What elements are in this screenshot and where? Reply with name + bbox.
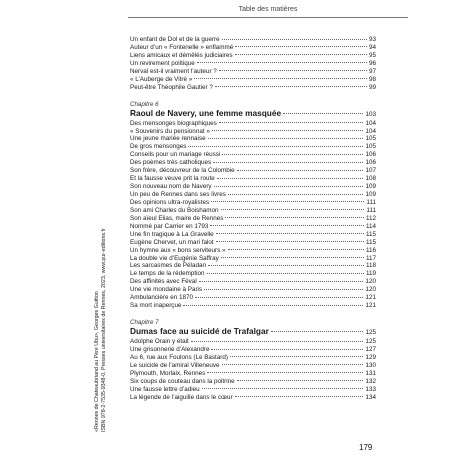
toc-entry-title: Son ami Charles du Boishamon — [130, 206, 219, 214]
toc-entry-page: 129 — [365, 353, 376, 361]
toc-entry[interactable] — [130, 223, 376, 231]
toc-entry-page: 130 — [365, 361, 376, 369]
toc-entry-page: 121 — [365, 294, 376, 302]
toc-entry-title: Une fausse lettre d’adieu — [130, 385, 200, 393]
toc-entry-page: 133 — [365, 385, 376, 393]
leader-dots — [225, 217, 363, 218]
leader-dots — [183, 305, 363, 306]
toc-entry[interactable] — [130, 143, 376, 151]
toc-group-1 — [130, 36, 376, 92]
toc-entry-page: 106 — [365, 159, 376, 167]
leader-dots — [235, 54, 367, 55]
toc-entry-title: Son nouveau nom de Navery — [130, 183, 212, 191]
leader-dots — [194, 78, 367, 79]
toc-entry-title: Sa mort inaperçue — [130, 302, 182, 310]
chapter-7-label: Chapitre 7 — [130, 319, 159, 327]
toc-entry[interactable] — [130, 354, 376, 362]
toc-entry-title: Son aïeul Elias, maire de Rennes — [130, 214, 224, 222]
toc-entry[interactable] — [130, 36, 376, 44]
toc-entry-page: 97 — [368, 67, 376, 75]
toc-entry-title: « L’Auberge de Vitré » — [130, 75, 193, 83]
toc-entry[interactable] — [130, 76, 376, 84]
toc-entry[interactable] — [130, 278, 376, 286]
toc-entry-page: 127 — [365, 346, 376, 353]
chapter-6-title-row[interactable] — [130, 108, 376, 120]
leader-dots — [215, 86, 367, 87]
chapter-6-title: Raoul de Navery, une femme masquée — [130, 107, 282, 118]
toc-entry-title: Au 6, rue aux Foulons (Le Bastard) — [130, 353, 229, 361]
toc-entry-title: Et la fausse veuve prit la route — [130, 175, 215, 183]
leader-dots — [195, 297, 363, 298]
toc-entry-page: 116 — [365, 246, 376, 254]
toc-entry[interactable] — [130, 346, 376, 354]
toc-entry-page: 111 — [366, 206, 376, 214]
leader-dots — [207, 273, 364, 274]
toc-entry[interactable] — [130, 338, 376, 346]
leader-dots — [283, 113, 363, 114]
leader-dots — [221, 209, 365, 210]
toc-entry[interactable] — [130, 135, 376, 143]
toc-entry-title: Une fin tragique à La Gravelle — [130, 230, 214, 238]
leader-dots — [197, 62, 367, 63]
toc-entry-title: Le temps de la rédemption — [130, 270, 205, 278]
side-copyright-text — [94, 112, 108, 432]
toc-entry-page: 108 — [365, 175, 376, 183]
toc-entry-page: 125 — [365, 338, 376, 346]
toc-entry[interactable] — [130, 247, 376, 255]
side-text-line-2: ISBN 978-2-7535-9348-0, Presses universitaires de Rennes, 2023, www.pur-editions.fr — [101, 228, 107, 432]
toc-entry[interactable] — [130, 262, 376, 270]
toc-entry[interactable] — [130, 239, 376, 247]
leader-dots — [222, 154, 363, 155]
leader-dots — [208, 265, 364, 266]
toc-entry-title: Des mensonges biographiques — [130, 119, 217, 127]
toc-entry-page: 119 — [365, 270, 376, 278]
toc-entry-page: 98 — [368, 75, 376, 83]
toc-entry-title: Un peu de Rennes dans ses livres — [130, 191, 226, 198]
toc-entry-title: Un enfant de Dol et de la guerre — [130, 36, 220, 43]
toc-entry[interactable] — [130, 270, 376, 278]
toc-entry-page: 106 — [365, 151, 376, 159]
toc-entry-page: 93 — [368, 36, 376, 43]
leader-dots — [221, 257, 364, 258]
toc-entry-title: Six coups de couteau dans la poitrine — [130, 377, 235, 385]
toc-entry-title: Un revirement politique — [130, 59, 195, 67]
leader-dots — [235, 46, 367, 47]
leader-dots — [199, 281, 364, 282]
toc-entry[interactable] — [130, 394, 376, 402]
leader-dots — [219, 70, 367, 71]
toc-entry-page: 95 — [368, 51, 376, 59]
leader-dots — [216, 241, 364, 242]
toc-entry[interactable] — [130, 286, 376, 294]
leader-dots — [228, 194, 364, 195]
leader-dots — [214, 186, 364, 187]
toc-entry-title: La double vie d’Eugénie Saffray — [130, 254, 219, 262]
toc-entry[interactable] — [130, 386, 376, 394]
toc-entry-page: 94 — [368, 43, 376, 51]
toc-entry-title: Ambulancière en 1870 — [130, 294, 194, 302]
toc-entry-page: 104 — [365, 119, 376, 127]
chapter-6-page: 103 — [365, 110, 376, 118]
leader-dots — [191, 341, 364, 342]
leader-dots — [271, 331, 364, 332]
toc-entry-title: Nommé par Carrier en 1793 — [130, 222, 209, 230]
toc-entry-page: 111 — [366, 198, 376, 206]
leader-dots — [207, 372, 363, 373]
toc-entry-page: 115 — [365, 230, 376, 238]
toc-entry[interactable] — [130, 362, 376, 370]
toc-entry[interactable] — [130, 128, 376, 136]
toc-entry[interactable] — [130, 231, 376, 239]
chapter-7-page: 125 — [365, 329, 376, 337]
toc-entry[interactable] — [130, 68, 376, 76]
toc-entry-page: 99 — [368, 83, 376, 91]
toc-entry[interactable] — [130, 60, 376, 68]
toc-entry-title: « Souvenirs du pensionnat » — [130, 127, 210, 135]
header-rule — [128, 17, 408, 18]
chapter-7-title-row[interactable] — [130, 326, 376, 338]
leader-dots — [235, 396, 364, 397]
toc-entry-page: 118 — [365, 262, 376, 270]
toc-entry-title: Des affinités avec Féval — [130, 278, 197, 286]
leader-dots — [202, 388, 364, 389]
leader-dots — [237, 170, 364, 171]
toc-entry-title: Les sarcasmes de Péladan — [130, 262, 206, 270]
toc-entry[interactable] — [130, 175, 376, 183]
chapter-7-title: Dumas face au suicidé de Trafalgar — [130, 326, 269, 337]
toc-entry[interactable] — [130, 151, 376, 159]
table-of-contents — [130, 36, 376, 402]
toc-entry[interactable] — [130, 191, 376, 199]
toc-entry-page: 112 — [365, 214, 376, 222]
toc-entry-page: 109 — [365, 191, 376, 198]
toc-entry-page: 134 — [365, 393, 376, 401]
toc-entry-title: La légende de l’aiguille dans le cœur — [130, 393, 233, 401]
toc-entry-page: 117 — [365, 254, 376, 262]
toc-entry-page: 131 — [365, 369, 376, 377]
toc-entry-title: Eugène Chervet, un mari falot — [130, 238, 214, 246]
leader-dots — [237, 380, 364, 381]
toc-entry-page: 120 — [365, 278, 376, 286]
toc-entry-title: Le suicide de l’amiral Villeneuve — [130, 361, 220, 369]
toc-entry-page: 104 — [365, 127, 376, 135]
toc-entry-title: Une jeune mariée rennaise — [130, 135, 206, 143]
toc-entry-title: Peut-être Théophile Gautier ? — [130, 83, 213, 91]
toc-entry-page: 109 — [365, 183, 376, 191]
toc-entry-title: Nerval est-il vraiment l’auteur ? — [130, 67, 217, 75]
toc-entry-page: 114 — [365, 222, 376, 230]
leader-dots — [208, 138, 364, 139]
toc-entry-title: Adolphe Orain y était — [130, 338, 189, 346]
leader-dots — [216, 233, 364, 234]
leader-dots — [222, 364, 364, 365]
side-text-line-1: «Rennes de Chateaubriand au Père Ubu», Georges Guitton — [94, 291, 100, 432]
toc-entry-title: De gros mensonges — [130, 143, 187, 151]
toc-entry-title: Des poèmes très catholiques — [130, 159, 212, 167]
toc-entry-title: Un hymne aux « bons serviteurs » — [130, 246, 226, 254]
leader-dots — [211, 201, 364, 202]
toc-entry-title: Liens amicaux et démêlés judiciaires — [130, 51, 233, 59]
toc-entry[interactable] — [130, 183, 376, 191]
leader-dots — [210, 225, 364, 226]
toc-entry-page: 121 — [365, 302, 376, 310]
toc-entry[interactable] — [130, 207, 376, 215]
toc-entry[interactable] — [130, 378, 376, 386]
leader-dots — [211, 349, 363, 350]
running-header: Table des matières — [238, 6, 298, 13]
toc-entry-page: 96 — [368, 59, 376, 67]
chapter-7-entries — [130, 338, 376, 402]
toc-entry-title: Plymouth, Morlaix, Rennes — [130, 369, 206, 377]
leader-dots — [204, 289, 363, 290]
leader-dots — [213, 162, 363, 163]
leader-dots — [212, 130, 364, 131]
leader-dots — [217, 178, 364, 179]
toc-entry-page: 107 — [365, 167, 376, 175]
toc-entry-title: Une grisonnerie d’Alexandre — [130, 346, 210, 353]
toc-entry-page: 105 — [365, 135, 376, 143]
toc-entry[interactable] — [130, 255, 376, 263]
leader-dots — [228, 249, 364, 250]
toc-entry[interactable] — [130, 199, 376, 207]
toc-entry[interactable] — [130, 302, 376, 310]
toc-entry[interactable] — [130, 370, 376, 378]
leader-dots — [222, 39, 367, 40]
leader-dots — [230, 356, 363, 357]
toc-entry-page: 105 — [365, 143, 376, 151]
toc-entry-title: Une vie mondaine à Paris — [130, 286, 203, 294]
toc-entry-page: 115 — [365, 238, 376, 246]
toc-entry[interactable] — [130, 167, 376, 175]
toc-entry[interactable] — [130, 159, 376, 167]
chapter-6-entries — [130, 120, 376, 311]
page-number: 179 — [359, 443, 373, 452]
toc-entry[interactable] — [130, 52, 376, 60]
toc-entry-page: 120 — [365, 286, 376, 294]
toc-entry[interactable] — [130, 120, 376, 128]
chapter-6-label: Chapitre 6 — [130, 100, 159, 108]
toc-entry-title: Son frère, découvreur de la Colombie — [130, 167, 235, 175]
toc-entry[interactable] — [130, 84, 376, 92]
toc-entry[interactable] — [130, 215, 376, 223]
leader-dots — [219, 122, 364, 123]
toc-entry[interactable] — [130, 294, 376, 302]
toc-entry[interactable] — [130, 44, 376, 52]
leader-dots — [188, 146, 363, 147]
toc-entry-title: Auteur d’un « Fontenelle » enflammé — [130, 43, 234, 51]
toc-entry-title: Des opinions ultra-royalistes — [130, 198, 210, 206]
toc-entry-title: Conseils pour un mariage réussi — [130, 151, 221, 159]
toc-entry-page: 132 — [365, 377, 376, 385]
